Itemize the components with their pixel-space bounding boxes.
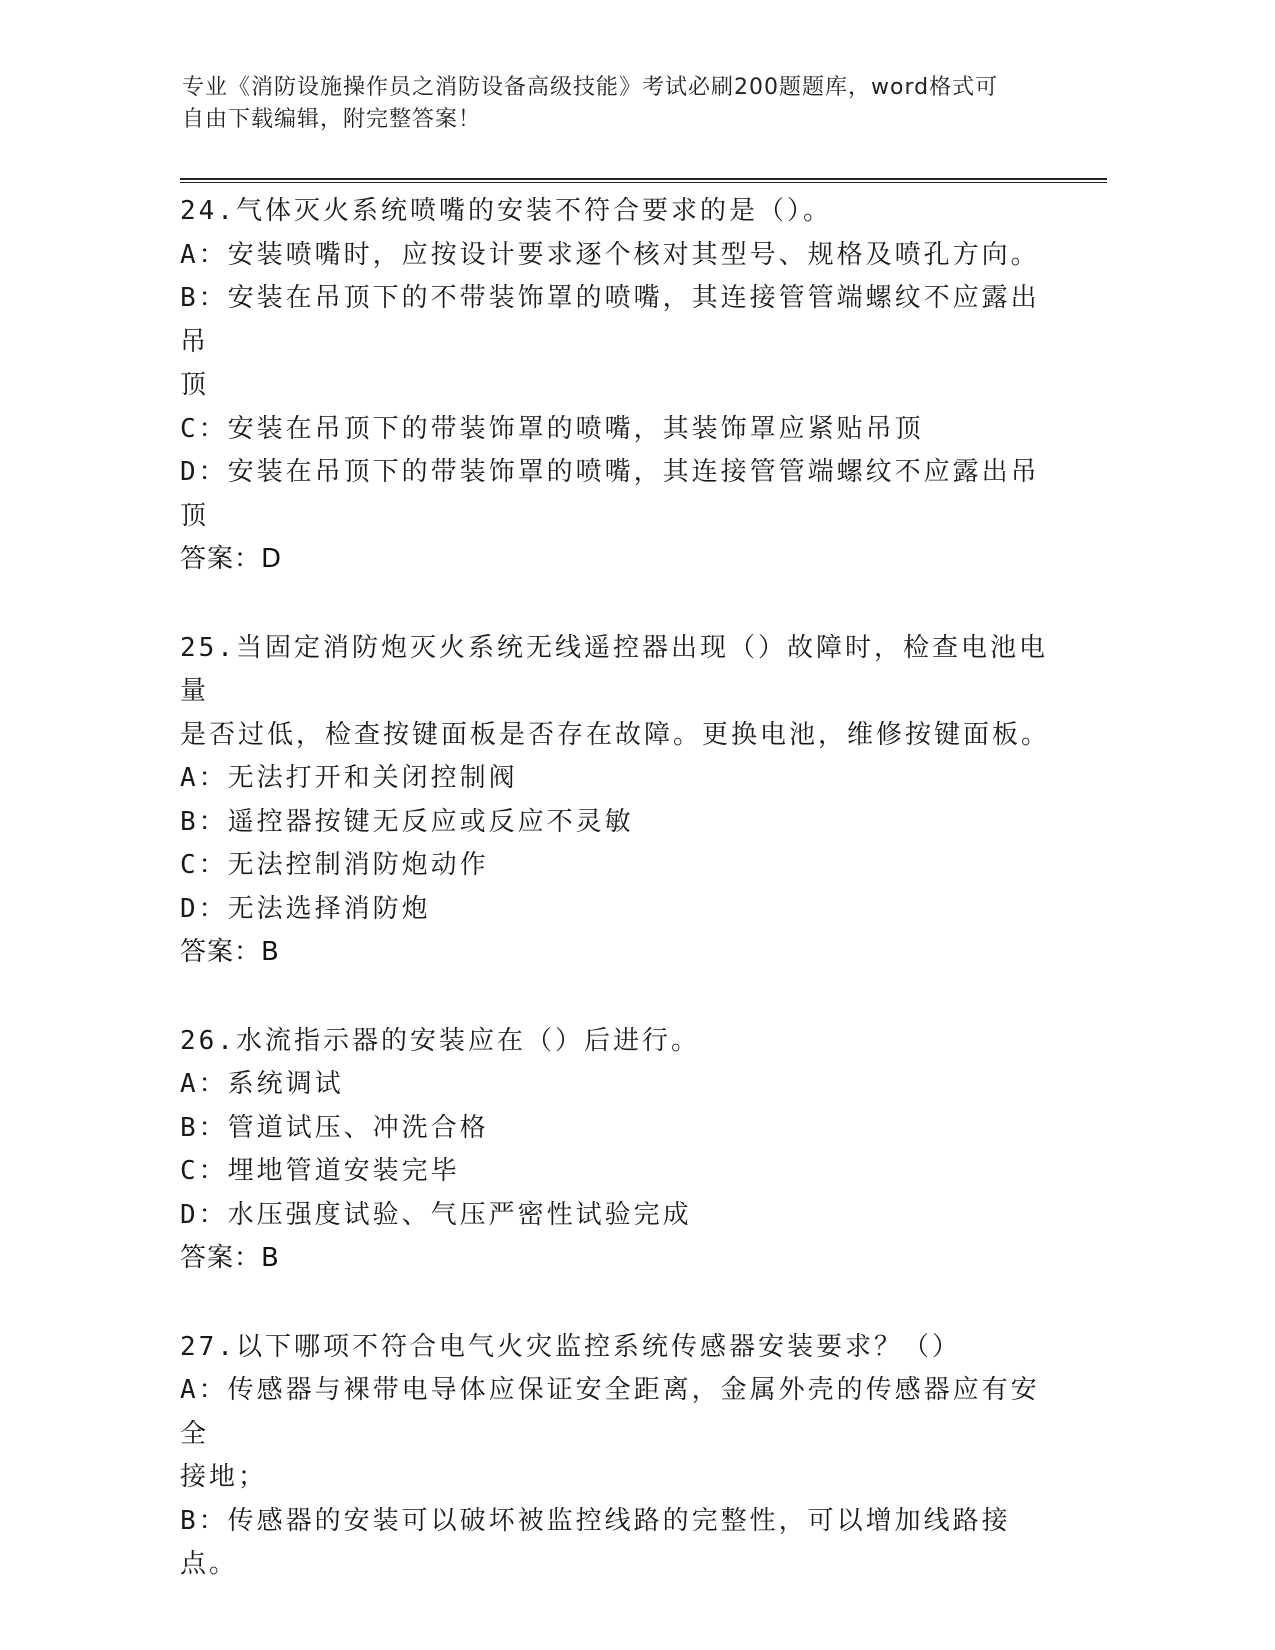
header-line-2: 自由下载编辑，附完整答案！ xyxy=(182,107,482,132)
option-b: B：管道试压、冲洗合格 xyxy=(180,1112,489,1143)
option-a: A：安装喷嘴时，应按设计要求逐个核对其型号、规格及喷孔方向。 xyxy=(180,239,1040,270)
page-header xyxy=(182,72,1042,136)
option-a: A：无法打开和关闭控制阀 xyxy=(180,763,518,793)
answer: 答案：B xyxy=(180,937,280,967)
option-a-continued: 接地； xyxy=(180,1462,268,1492)
option-b: B：安装在吊顶下的不带装饰罩的喷嘴，其连接管管端螺纹不应露出吊 xyxy=(180,283,1040,357)
option-a: A：传感器与裸带电导体应保证安全距离，金属外壳的传感器应有安全 xyxy=(180,1375,1040,1449)
option-b: B：遥控器按键无反应或反应不灵敏 xyxy=(180,806,634,837)
option-b-continued: 顶 xyxy=(180,370,210,400)
option-d: D：水压强度试验、气压严密性试验完成 xyxy=(180,1199,692,1230)
header-line-1: 专业《消防设施操作员之消防设备高级技能》考试必刷200题题库，word格式可 xyxy=(182,75,999,100)
question-stem: 25.当固定消防炮灭火系统无线遥控器出现（）故障时，检查电池电量 xyxy=(180,632,1048,706)
question-27 xyxy=(180,1326,1050,1587)
question-list xyxy=(180,190,1050,1632)
question-stem-continued: 是否过低，检查按键面板是否存在故障。更换电池，维修按键面板。 xyxy=(180,719,1051,750)
option-c: C：安装在吊顶下的带装饰罩的喷嘴，其装饰罩应紧贴吊顶 xyxy=(180,413,924,444)
answer: 答案：B xyxy=(180,1243,280,1273)
question-stem: 27.以下哪项不符合电气火灾监控系统传感器安装要求？（） xyxy=(180,1331,961,1362)
option-d: D：无法选择消防炮 xyxy=(180,893,431,924)
answer: 答案：D xyxy=(180,544,283,574)
option-c: C：埋地管道安装完毕 xyxy=(180,1156,460,1186)
question-24 xyxy=(180,190,1050,582)
header-divider xyxy=(180,178,1107,183)
question-stem: 24.气体灭火系统喷嘴的安装不符合要求的是（）。 xyxy=(180,196,832,226)
question-26 xyxy=(180,1020,1050,1281)
question-25 xyxy=(180,627,1050,975)
option-d: D：安装在吊顶下的带装饰罩的喷嘴，其连接管管端螺纹不应露出吊顶 xyxy=(180,457,1040,531)
option-c: C：无法控制消防炮动作 xyxy=(180,850,489,880)
option-a: A：系统调试 xyxy=(180,1069,344,1099)
question-stem: 26.水流指示器的安装应在（）后进行。 xyxy=(180,1025,700,1056)
option-b: B：传感器的安装可以破坏被监控线路的完整性，可以增加线路接点。 xyxy=(180,1505,1011,1579)
